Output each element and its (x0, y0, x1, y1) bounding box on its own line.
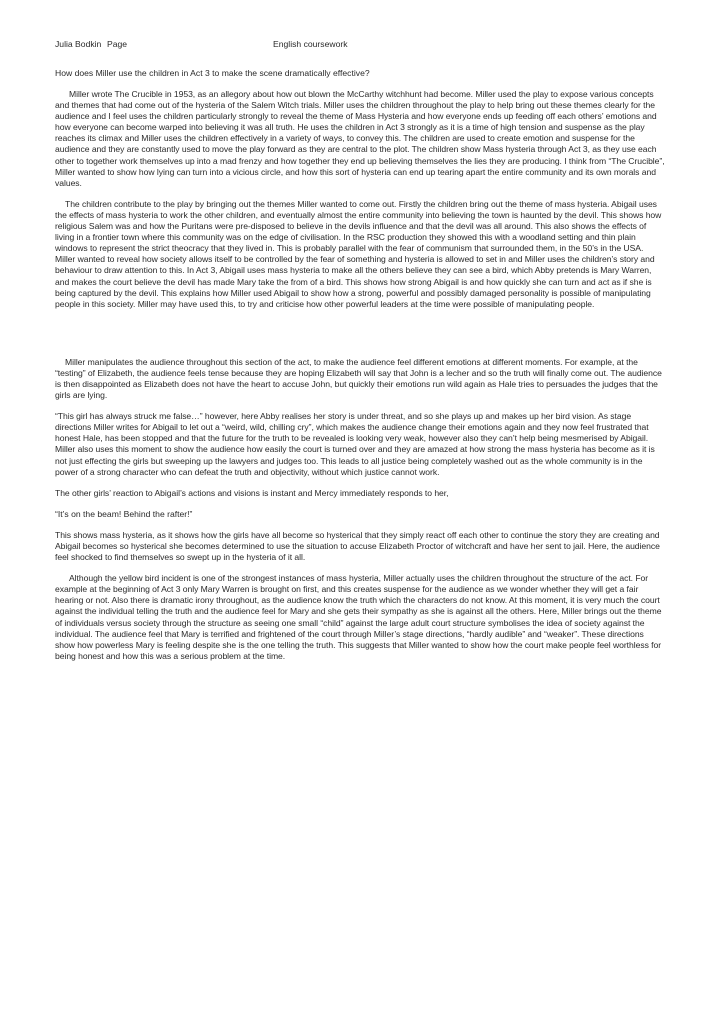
paragraph-girls-reaction: The other girls’ reaction to Abigail’s actions and visions is instant and Mercy immediately responds to her, (55, 487, 449, 498)
paragraph-structure: Although the yellow bird incident is one of the strongest instances of mass hysteria, Miller actually uses the children throughout the structure of the act. For example at the beginning of Act 3 only Mary Warren is brought on first, and this creates suspense for the audience as we wonder whether they will get a fair hearing or not. Also there is dramatic irony throughout, as the audience know the truth which the characters do not know. At this moment, it is very much the court against the individual telling the truth and the audience feel for Mary and she gets their sympathy as she is against all the others. Here, Miller brings out the theme of individuals versus society through the structure as seeing one small “child” against the large adult court structure symbolises the idea of society against the individual. The audience feel that Mary is terrified and frightened of the court through Miller’s stage directions, “hardly audible” and “weaker”. These directions show how powerless Mary is feeling despite she is the one telling the truth. This suggests that Miller wanted to show how the court make people feel worthless for being honest and how this was a serious problem at the time. (55, 573, 662, 661)
paragraph-hale-quote: “This girl has always struck me false…” however, here Abby realises her story is under threat, and so she plays up and makes up her bird vision. As stage directions Miller writes for Abigail to let out a “weird, wild, chilling cry”, which makes the audience change their emotions again and they now feel frustrated that honest Hale, has been stopped and that the future for the truth to be revealed is looking very weak, however also they can’t help being mesmerised by Abigail. Miller also uses this moment to show the audience how easily the court is turned over and they are amazed at how strong the mass hysteria has become as it is not just effecting the girls but sweeping up the lawyers and judges too. This leads to all justice being completely washed out as the whole community is in the power of a strong character who can defeat the truth and objectivity, without which justice cannot work. (55, 411, 655, 477)
paragraph-intro: Miller wrote The Crucible in 1953, as an allegory about how out blown the McCarthy witchhunt had become. Miller used the play to expose various concepts and themes that had come out of the hysteria of the Salem Witch trials. Miller uses the children throughout the play to help bring out these themes clearly for the audience and I feel uses the children particularly strongly to reveal the theme of Mass Hysteria and how everyone ends up feeding off each others’ emotions and how everyone can become warped into believing it was all truth. He uses the children in Act 3 strongly as it is a time of high tension and suspense as the play reaches its climax and Miller uses the children effectively in a variety of ways, to convey this. The children are used to create emotion and suspense for the audience and they are constantly used to move the play forward as they are central to the plot. The children show Mass hysteria through Act 3, as they use each other to together work themselves up into a mad frenzy and how together they end up believing themselves the lies they are producing. I think from “The Crucible”, Miller wanted to show how lying can turn into a vicious circle, and how this sort of hysteria can end up tearing apart the entire community and its own morals and values. (55, 89, 665, 188)
document-page (55, 38, 665, 672)
paragraph-mass-hysteria: This shows mass hysteria, as it shows how the girls have all become so hysterical that they simply react off each other to continue the story they are creating and Abigail becomes so hysterical she becomes determined to use the situation to accuse Elizabeth Proctor of witchcraft and have her sent to jail. Here, the audience feel shocked to find themselves so swept up in the hysteria of it all. (55, 529, 660, 563)
course-title: English coursework (273, 39, 348, 49)
page-label: Page (107, 39, 128, 49)
author-name: Julia Bodkin (55, 39, 102, 49)
paragraph-themes: The children contribute to the play by bringing out the themes Miller wanted to come out. Firstly the children bring out the theme of mass hysteria. Abigail uses the effects of mass hysteria to work the other children, and eventually almost the entire community into believing the town is haunted by the devil. This shows how religious Salem was and how the Puritans were pre-disposed to believe in the devils influence and that the devil was all around. This also shows the effects of living in a frontier town where this community was on the edge of civilisation. In the RSC production they showed this with a woodland setting and thin plain windows to represent the strict theocracy that they lived in. This is probably parallel with the fear of communism that surrounded them, in the 50’s in the USA. Miller wanted to reveal how society allows itself to be controlled by the fear of something and hysteria is allowed to set in and Miller uses the children’s story and behaviour to draw attention to this. In Act 3, Abigail uses mass hysteria to make all the others believe they can see a bird, which Abby pretends is Mary Warren, and makes the court believe the devil has made Mary take the from of a bird. This shows how strong Abigail is and how quickly she can turn and act as if she is being captured by the devil. This explains how Miller used Abigail to show how a strong, powerful and possibly damaged personality is possible of manipulating people in this society. Miller may have used this, to try and criticise how other powerful leaders at the time were possible of manipulating people. (55, 198, 662, 309)
paragraph-gap (55, 320, 665, 357)
page-header (55, 38, 665, 54)
paragraph-manipulation: Miller manipulates the audience throughout this section of the act, to make the audience feel different emotions at different moments. For example, at the “testing” of Elizabeth, the audience feels tense because they are hoping Elizabeth will say that John is a lecher and so the truth will finally come out. The audience is then disappointed as Elizabeth does not have the heart to accuse John, but quickly their emotions run wild again as Hale tries to persuades the judges that the girls are lying. (55, 356, 662, 401)
essay-question: How does Miller use the children in Act 3 to make the scene dramatically effective? (55, 68, 370, 78)
mercy-quote: “It’s on the beam! Behind the rafter!” (55, 508, 193, 519)
